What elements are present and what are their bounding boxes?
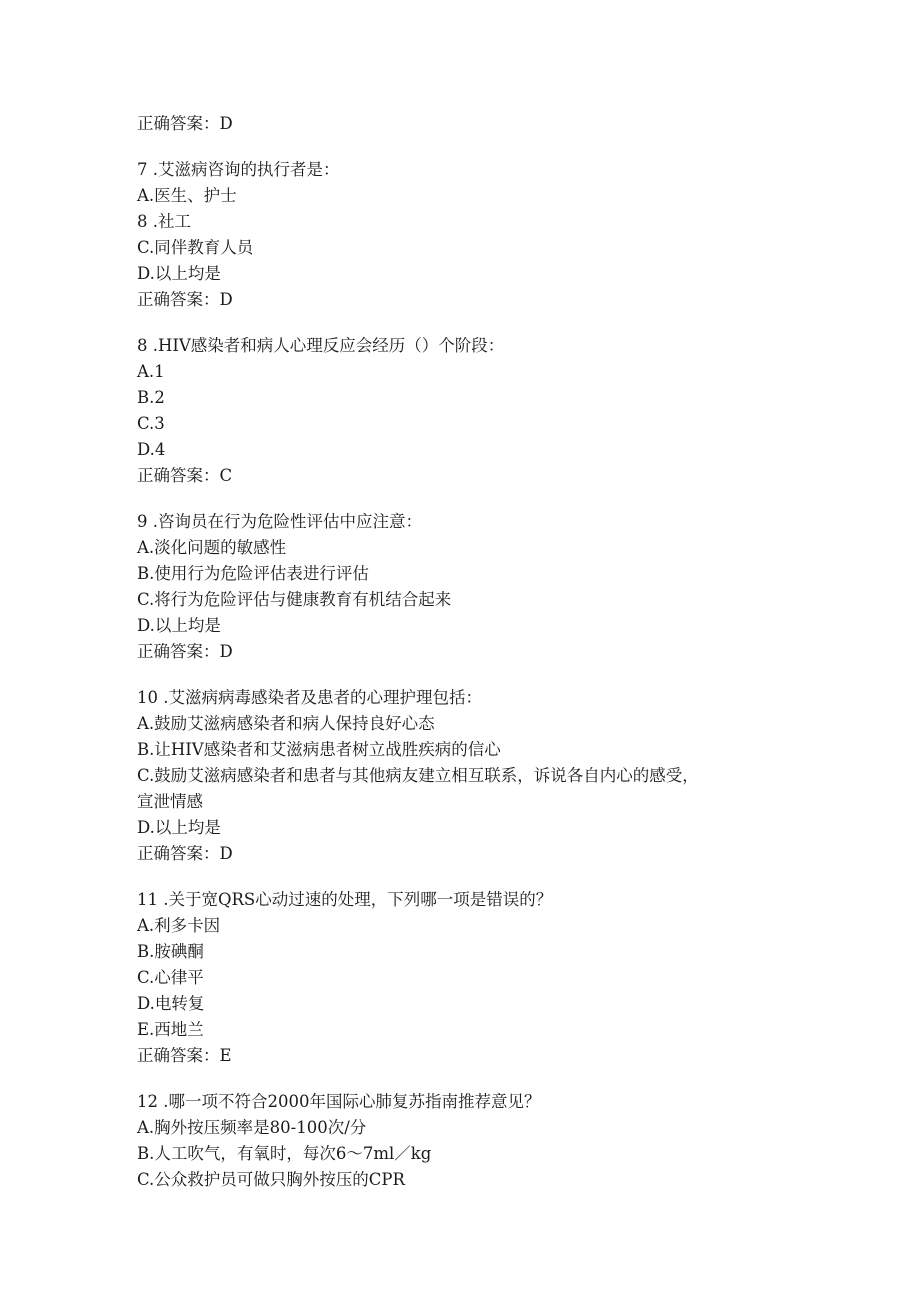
answer-value: D [219,290,233,309]
option-a: A.胸外按压频率是80-100次/分 [137,1118,367,1137]
answer-value: D [219,114,233,133]
option-d: D.以上均是 [137,818,221,837]
correct-answer [137,1043,797,1069]
answer-value: D [219,642,233,661]
option-d: D.以上均是 [137,264,221,283]
correct-answer [137,463,797,489]
option-c: C.公众救护员可做只胸外按压的CPR [137,1170,405,1189]
question-title: 9 .咨询员在行为危险性评估中应注意： [137,512,422,531]
answer-value: D [219,844,233,863]
answer-value: E [219,1046,232,1065]
option-d: D.4 [137,440,166,459]
correct-answer [137,841,797,867]
option-c: C.将行为危险评估与健康教育有机结合起来 [137,590,452,609]
answer-label: 正确答案： [137,290,220,309]
option-a: A.淡化问题的敏感性 [137,538,287,557]
option-c-continued: 宣泄情感 [137,792,203,811]
option-b: 8 .社工 [137,212,191,231]
question-12 [137,1089,797,1193]
option-c: C.3 [137,414,165,433]
option-c: C.同伴教育人员 [137,238,254,257]
answer-label: 正确答案： [137,1046,220,1065]
question-10 [137,685,797,867]
answer-value: C [219,466,233,485]
option-a: A.鼓励艾滋病感染者和病人保持良好心态 [137,714,435,733]
question-title: 12 .哪一项不符合2000年国际心肺复苏指南推荐意见？ [137,1092,541,1111]
top-answer [137,111,797,137]
answer-label: 正确答案： [137,114,220,133]
option-a: A.利多卡因 [137,916,221,935]
option-b: B.让HIV感染者和艾滋病患者树立战胜疾病的信心 [137,740,501,759]
question-title: 8 .HIV感染者和病人心理反应会经历（）个阶段： [137,336,505,355]
answer-label: 正确答案： [137,642,220,661]
question-title: 7 .艾滋病咨询的执行者是： [137,160,340,179]
option-d: D.电转复 [137,994,205,1013]
option-b: B.2 [137,388,165,407]
option-e: E.西地兰 [137,1020,204,1039]
question-title: 11 .关于宽QRS心动过速的处理，下列哪一项是错误的？ [137,890,553,909]
question-11 [137,887,797,1069]
question-title: 10 .艾滋病病毒感染者及患者的心理护理包括： [137,688,482,707]
question-9 [137,509,797,665]
question-8 [137,333,797,489]
option-a: A.1 [137,362,165,381]
option-c: C.鼓励艾滋病感染者和患者与其他病友建立相互联系，诉说各自内心的感受， [137,766,699,785]
correct-answer [137,639,797,665]
question-7 [137,157,797,313]
answer-label: 正确答案： [137,844,220,863]
option-c: C.心律平 [137,968,204,987]
document-page [137,111,797,1193]
option-b: B.人工吹气，有氧时，每次6～7ml／kg [137,1144,432,1163]
correct-answer [137,287,797,313]
option-d: D.以上均是 [137,616,221,635]
option-a: A.医生、护士 [137,186,237,205]
option-b: B.胺碘酮 [137,942,204,961]
answer-label: 正确答案： [137,466,220,485]
option-b: B.使用行为危险评估表进行评估 [137,564,369,583]
